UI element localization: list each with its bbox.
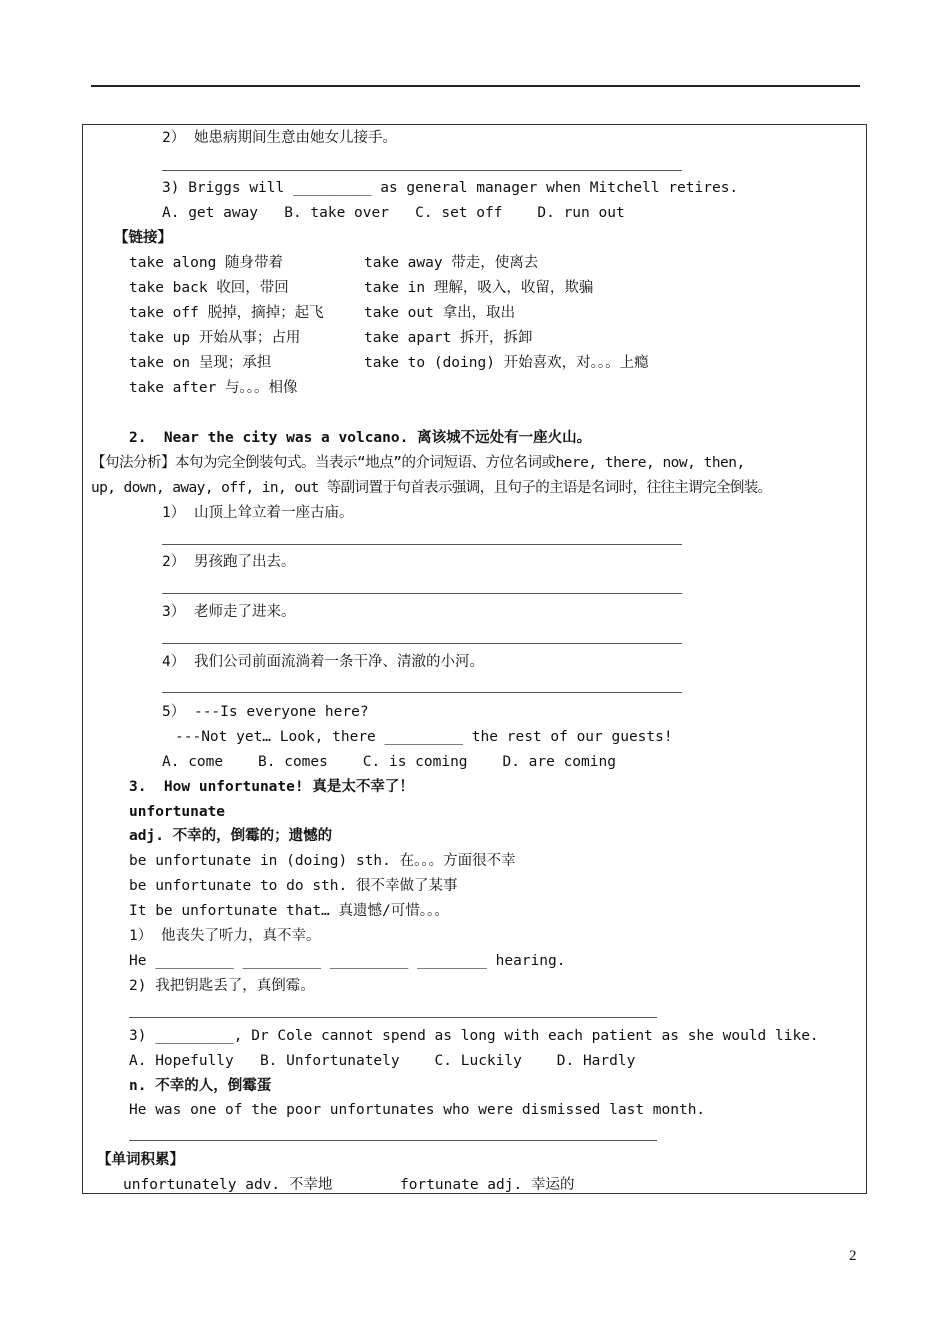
practice-4: 4） 我们公司前面流淌着一条干净、清澈的小河。 <box>162 654 484 670</box>
item-3-options: A. get away B. take over C. set off D. run out <box>162 205 625 221</box>
accumulation-item: fortunate adj. 幸运的 <box>400 1177 575 1193</box>
item-3-question: 3) Briggs will _________ as general manager when Mitchell retires. <box>162 180 739 196</box>
noun-definition: n. 不幸的人，倒霉蛋 <box>129 1078 272 1094</box>
phrase-item: take out 拿出，取出 <box>364 305 516 321</box>
grammar-analysis: 【句法分析】本句为完全倒装句式。当表示“地点”的介词短语、方位名词或here, there, now, then, <box>91 455 745 471</box>
answer-blank[interactable] <box>162 544 682 545</box>
phrase-item: take away 带走，使离去 <box>364 255 539 271</box>
phrase-item: take back 收回，带回 <box>129 280 289 296</box>
exercise-3-options: A. Hopefully B. Unfortunately C. Luckily D. Hardly <box>129 1053 636 1069</box>
answer-blank[interactable] <box>162 170 682 171</box>
word-accumulation-heading: 【单词积累】 <box>97 1152 184 1168</box>
exercise-1-fill: He _________ _________ _________ ________ hearing. <box>129 953 566 969</box>
item-2-chinese: 2） 她患病期间生意由她女儿接手。 <box>162 130 397 146</box>
phrase-item: take along 随身带着 <box>129 255 284 271</box>
exercise-2: 2) 我把钥匙丢了，真倒霉。 <box>129 978 315 994</box>
exercise-3: 3) _________, Dr Cole cannot spend as long with each patient as she would like. <box>129 1028 819 1044</box>
word-heading: unfortunate <box>129 804 226 820</box>
header-rule <box>91 85 860 87</box>
phrase-item: take to (doing) 开始喜欢，对。。。上瘾 <box>364 355 649 371</box>
practice-3: 3） 老师走了进来。 <box>162 604 296 620</box>
page-number: 2 <box>849 1248 857 1264</box>
usage-2: be unfortunate to do sth. 很不幸做了某事 <box>129 878 458 894</box>
phrase-item: take apart 拆开，拆卸 <box>364 330 533 346</box>
phrase-item: take off 脱掉，摘掉；起飞 <box>129 305 324 321</box>
practice-5-dialogue: ---Not yet… Look, there _________ the rest of our guests! <box>175 729 673 745</box>
section-3-heading: 3. How unfortunate! 真是太不幸了！ <box>129 779 414 795</box>
noun-example: He was one of the poor unfortunates who were dismissed last month. <box>129 1102 706 1118</box>
usage-3: It be unfortunate that… 真遗憾/可惜。。。 <box>129 903 449 919</box>
grammar-analysis-cont: up, down, away, off, in, out 等副词置于句首表示强调，且句子的主语是名词时，往往主谓完全倒装。 <box>91 480 772 496</box>
section-2-heading: 2. Near the city was a volcano. 离该城不远处有一座火山。 <box>129 430 592 446</box>
phrase-item: take after 与。。。相像 <box>129 380 298 396</box>
practice-1: 1） 山顶上耸立着一座古庙。 <box>162 505 354 521</box>
practice-5-options: A. come B. comes C. is coming D. are coming <box>162 754 616 770</box>
practice-5-question: 5） ---Is everyone here? <box>162 704 369 720</box>
phrase-item: take up 开始从事；占用 <box>129 330 301 346</box>
link-heading: 【链接】 <box>114 230 172 246</box>
answer-blank[interactable] <box>162 692 682 693</box>
answer-blank[interactable] <box>129 1140 657 1141</box>
phrase-item: take in 理解，吸入，收留，欺骗 <box>364 280 594 296</box>
accumulation-item: unfortunately adv. 不幸地 <box>123 1177 333 1193</box>
answer-blank[interactable] <box>162 593 682 594</box>
answer-blank[interactable] <box>129 1017 657 1018</box>
usage-1: be unfortunate in (doing) sth. 在。。。方面很不幸 <box>129 853 516 869</box>
adj-definition: adj. 不幸的，倒霉的；遗憾的 <box>129 828 333 844</box>
exercise-1: 1） 他丧失了听力，真不幸。 <box>129 928 321 944</box>
phrase-item: take on 呈现；承担 <box>129 355 272 371</box>
answer-blank[interactable] <box>162 643 682 644</box>
practice-2: 2） 男孩跑了出去。 <box>162 554 296 570</box>
